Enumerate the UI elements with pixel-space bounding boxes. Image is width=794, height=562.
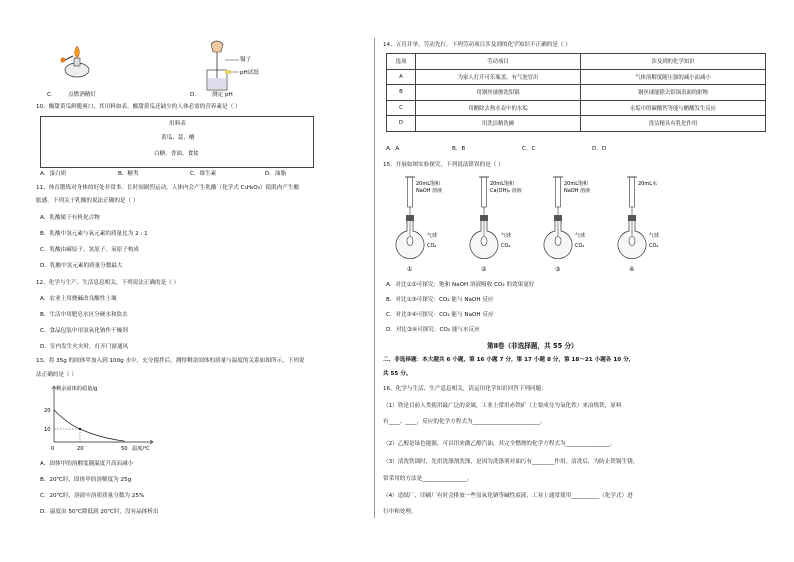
flask-number: ④ xyxy=(629,266,635,273)
q16-item-4b: 行中和处理。 xyxy=(383,509,417,515)
syringe-label: NaOH 溶液 xyxy=(564,188,591,194)
syringe-label: 20mL饱和 xyxy=(564,181,589,187)
syringe xyxy=(556,177,561,207)
q14-option-a: A．A xyxy=(386,146,400,152)
q10-option-b: B．糖类 xyxy=(118,171,139,177)
q13-xlabel: 温度/℃ xyxy=(132,446,150,452)
flask-number: ③ xyxy=(555,266,561,273)
q10-table-row-2: 白糖、香油、食盐 xyxy=(154,151,199,157)
ph-test-illustration xyxy=(195,38,255,94)
q14-table xyxy=(386,53,766,132)
flask-number: ② xyxy=(481,266,487,273)
q14-stem: 14、五育并举，劳动先行。下列劳动项目涉及到的化学知识不正确的是（ ） xyxy=(383,42,571,48)
q12-option-d: D．室内发生火灾时，打开门窗通风 xyxy=(40,344,129,350)
q9-option-c-text: 点燃酒精灯 xyxy=(68,92,96,98)
flask-setup-3 xyxy=(544,177,590,273)
co2-label: CO₂ xyxy=(575,243,585,249)
q10-stem: 10、酸甜黄瓜鲜脆爽口，其用料如表。酸甜黄瓜还缺少的人体必需的营养素是（ ） xyxy=(36,104,241,110)
q14-row-a-task: 为家人打开可乐瓶盖，有气泡冒出 xyxy=(416,69,581,85)
q11-stem-line2: 胀感。下列关于乳酸的说法正确的是（ ） xyxy=(36,198,139,204)
q14-option-b: B．B xyxy=(452,146,466,152)
flask-setup-1 xyxy=(396,177,442,273)
q13-curve xyxy=(54,410,124,442)
syringe-label: 20mL水 xyxy=(638,181,658,187)
tweezer-label: 镊子 xyxy=(240,57,252,63)
q13-ytick-20: 20 xyxy=(44,408,51,414)
part2-desc-line1: 二、非选择题：本大题共 6 小题，第 16 小题 7 分，第 17 小题 8 分，第 18～21 小题各 10 分， xyxy=(383,357,635,363)
syringe-label: 20mL饱和 xyxy=(416,181,441,187)
q13-option-a: A．固体甲的溶解度随温度升高而减小 xyxy=(40,461,134,467)
q10-option-d: D．油脂 xyxy=(265,171,287,177)
q14-row-c-knowledge: 水垢中的碳酸钙等能与醋酸发生反应 xyxy=(581,100,766,116)
ph-paper-label: pH试纸 xyxy=(240,70,259,76)
flask-setup-2 xyxy=(470,177,522,273)
balloon-label: 气球 xyxy=(575,233,586,239)
balloon xyxy=(555,237,561,246)
q9-option-c-label: C． xyxy=(47,92,57,98)
q14-row-c-task: 用醋除去热水壶中的水垢 xyxy=(416,100,581,116)
q9-option-d-label: D． xyxy=(190,92,200,98)
q14-header-row xyxy=(387,54,766,70)
co2-label: CO₂ xyxy=(649,243,659,249)
q13-xtick-20: 20 xyxy=(77,446,84,452)
q15-option-c: C．对比③④可探究：CO₂ 能与 NaOH 反应 xyxy=(386,312,494,318)
table-row xyxy=(387,116,766,132)
syringe-label: NaOH 溶液 xyxy=(416,188,443,194)
q10-option-c: C．维生素 xyxy=(190,171,217,177)
q15-option-d: D．对比②④可探究：CO₂ 能与水反应 xyxy=(386,327,480,333)
q9-option-d-text: 测定 pH xyxy=(212,92,233,98)
q14-row-a-option: A xyxy=(387,69,416,85)
balloon-label: 气球 xyxy=(649,233,660,239)
part2-title: 第Ⅱ卷（非选择题，共 55 分） xyxy=(487,342,578,350)
balloon xyxy=(407,237,413,246)
syringe xyxy=(630,177,635,207)
q14-row-b-option: B xyxy=(387,85,416,101)
q14-row-b-task: 用钢丝球擦洗铝锅 xyxy=(416,85,581,101)
q11-option-a: A．乳酸属于有机化合物 xyxy=(40,215,100,221)
q16-item-4a: （4）造纸厂、印刷厂有时会排放一些氢氧化钠等碱性废液，工业上通常使用__________（化学式）进 xyxy=(383,493,633,499)
table-row xyxy=(387,85,766,101)
q12-stem: 12、化学与生产、生活息息相关，下列说法正确的是（ ） xyxy=(36,280,180,286)
q13-option-d: D．温度由 50℃降低到 20℃时，没有晶体析出 xyxy=(40,509,159,515)
q14-row-d-task: 用洗洁精洗碗 xyxy=(416,116,581,132)
q14-row-a-knowledge: 气体溶解度随压强的减小而减小 xyxy=(581,69,766,85)
q16-item-3b: 常采用的方法是________________。 xyxy=(383,476,473,482)
flask-setup-4 xyxy=(618,177,659,273)
q13-ytick-10: 10 xyxy=(44,427,51,433)
balloon-label: 气球 xyxy=(501,233,512,239)
q14-row-b-knowledge: 钢丝球能除去铝锅表面的脏物 xyxy=(581,85,766,101)
q10-table-row-1: 黄瓜、蒜、醋 xyxy=(161,135,195,141)
q14-row-d-option: D xyxy=(387,116,416,132)
q16-item-2: （2）乙醇是绿色能源，可以用来做乙醇汽油，其完全燃烧的化学方程式为________________。 xyxy=(383,441,616,447)
q15-option-a: A．对比①②可探究：饱和 NaOH 溶液吸收 CO₂ 的效果更好 xyxy=(386,282,535,288)
q16-item-1b: 有____、____，反应的化学方程式为________________________。 xyxy=(383,419,546,425)
table-row xyxy=(387,69,766,85)
q14-row-d-knowledge: 洗洁精具有乳化作用 xyxy=(581,116,766,132)
q13-xtick-0: 0 xyxy=(51,446,55,452)
q13-stem-line1: 13、将 35g 的固体甲加入到 100g 水中，充分搅拌后，测得剩余固体的质量与温度的关系如图所示，下列说 xyxy=(36,358,305,364)
q11-option-c: C．乳酸由碳原子、氢原子、氧原子构成 xyxy=(40,247,140,253)
q10-option-a: A．蛋白质 xyxy=(40,171,67,177)
q13-solubility-graph xyxy=(40,382,160,454)
q14-header-task: 劳动项目 xyxy=(416,54,581,70)
q13-xtick-50: 50 xyxy=(121,446,128,452)
syringe-label: 20mL饱和 xyxy=(490,181,515,187)
q16-item-3a: （3）清洗铁锅时，先用洗涤剂洗涤，是因为洗涤剂对油污有________作用。清洗后，为防止铁锅生锈， xyxy=(383,459,639,465)
q15-option-b: B．对比①③可探究：CO₂ 能与 NaOH 反应 xyxy=(386,297,494,303)
q14-row-c-option: C xyxy=(387,100,416,116)
q14-option-d: D．D xyxy=(592,146,607,152)
q10-table-title: 用料表 xyxy=(169,121,186,127)
syringe xyxy=(482,177,487,207)
q12-option-a: A．农业上用烧碱改良酸性土壤 xyxy=(40,296,117,302)
q14-header-option: 选项 xyxy=(387,54,416,70)
q14-header-knowledge: 涉及到的化学知识 xyxy=(581,54,766,70)
alcohol-lamp-illustration xyxy=(55,40,95,80)
balloon xyxy=(481,237,487,246)
q12-option-c: C．食品包装中用氢氧化钠作干燥剂 xyxy=(40,328,128,334)
q13-ylabel: 剩余固体的质量/g xyxy=(56,386,98,392)
q15-stem: 15、开展如图实验探究，下列说法错误的是（ ） xyxy=(383,162,504,168)
q15-apparatus-diagram xyxy=(384,175,684,275)
flask-number: ① xyxy=(407,266,413,273)
syringe xyxy=(408,177,413,207)
q11-option-d: D．乳酸中氢元素的质量分数最大 xyxy=(40,263,123,269)
co2-label: CO₂ xyxy=(501,243,511,249)
syringe-label: Ca(OH)₂ 溶液 xyxy=(490,188,522,194)
q13-option-b: B．20℃时，固体甲的溶解度为 25g xyxy=(40,477,132,483)
column-divider xyxy=(374,38,375,518)
part2-desc-line2: 共 55 分。 xyxy=(383,371,412,377)
q16-item-1a: （1）铁是目前人类使用最广泛的金属，工业上常用赤铁矿（主要成分为氧化铁）来冶炼铁，原料 xyxy=(383,403,622,409)
q11-option-b: B．乳酸中氢元素与氧元素的质量比为 2 : 1 xyxy=(40,231,148,237)
q13-option-c: C．20℃时，溶液中溶质质量分数为 25% xyxy=(40,493,145,499)
table-row xyxy=(387,100,766,116)
q11-stem-line1: 11、体育锻炼对身体的好处非常多。长时间剧烈运动，人体内会产生乳酸（化学式 C₃H₆O₃）使肌肉产生酸 xyxy=(36,185,300,191)
balloon xyxy=(629,237,635,246)
q12-option-b: B．生活中用肥皂水区分硬水和软水 xyxy=(40,312,128,318)
balloon-label: 气球 xyxy=(427,233,438,239)
q14-option-c: C．C xyxy=(522,146,536,152)
q13-stem-line2: 法正确的是（ ） xyxy=(36,372,77,378)
q16-stem: 16、化学与生活、生产息息相关，请运用化学知识回答下列问题： xyxy=(383,386,547,392)
co2-label: CO₂ xyxy=(427,243,437,249)
